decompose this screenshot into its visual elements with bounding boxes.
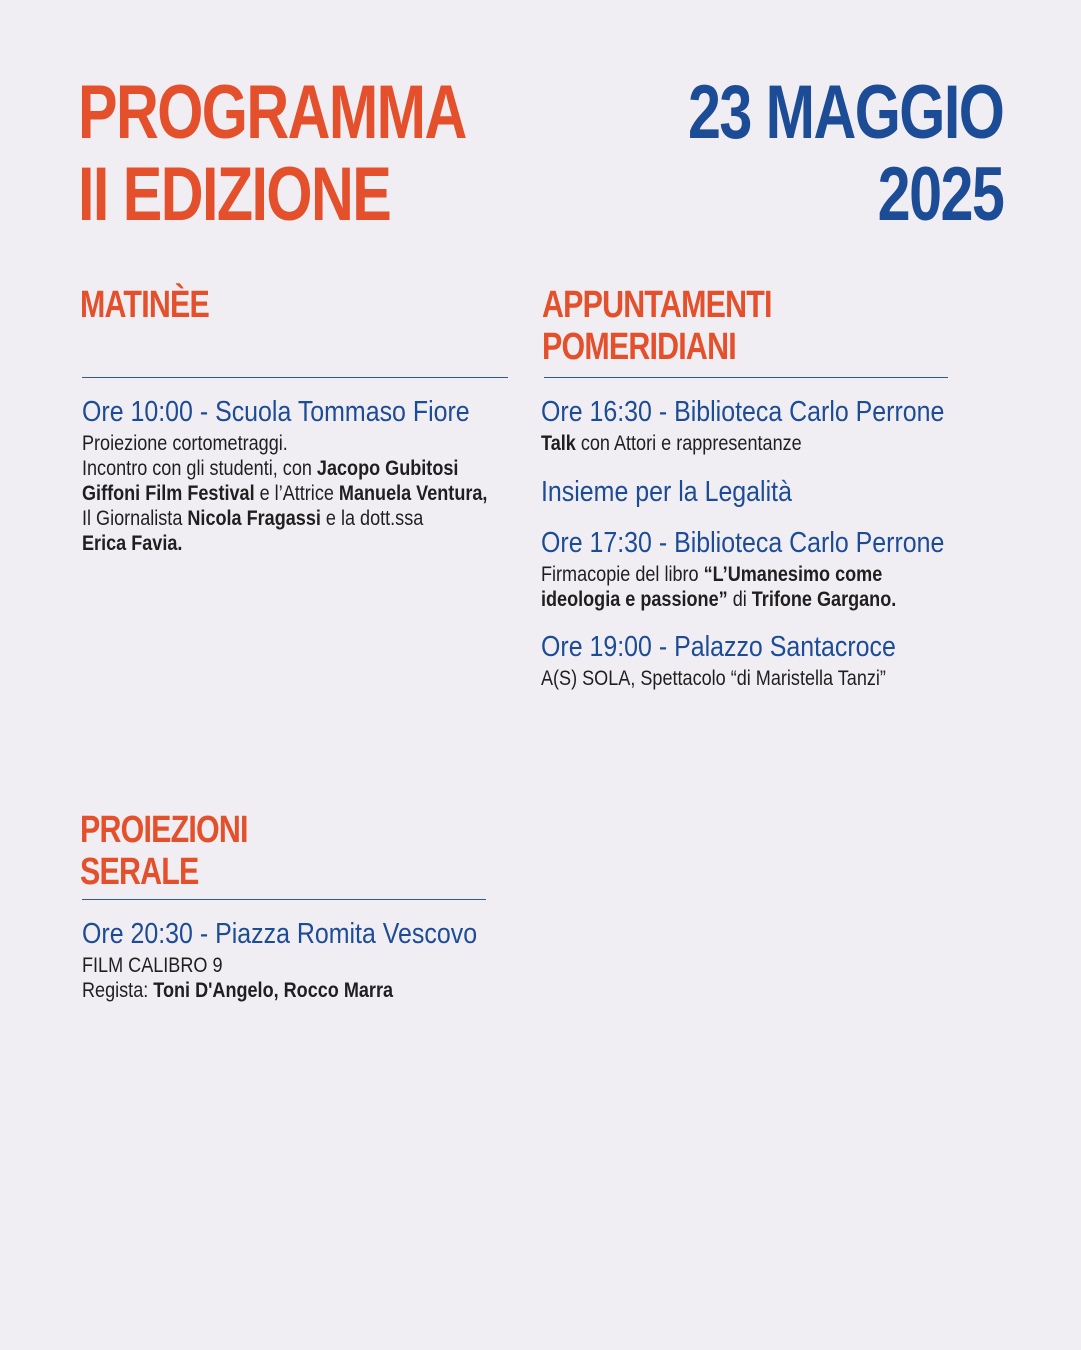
event-date <box>688 72 1003 236</box>
matinee-event <box>82 395 553 556</box>
serale-event-heading: Ore 20:30 - Piazza Romita Vescovo <box>82 918 478 950</box>
pomeridiani-event-2-text: Firmacopie del libro <box>541 563 704 586</box>
pomeridiani-event-1-line <box>541 431 944 456</box>
event-date-year: 2025 <box>877 152 1003 237</box>
matinee-guest-name: Jacopo Gubitosi <box>316 457 459 480</box>
serale-event-line <box>82 953 477 978</box>
matinee-event-text: e la dott.ssa <box>320 507 424 530</box>
director-label: Regista: <box>82 979 154 1002</box>
serale-section-title <box>80 809 248 893</box>
pomeridiani-section-title <box>542 284 772 368</box>
matinee-event-line <box>82 481 487 506</box>
serale-event <box>82 917 541 1003</box>
book-title: “L’Umanesimo come <box>703 563 883 586</box>
pomeridiani-event-2-line <box>541 587 944 612</box>
matinee-divider <box>82 377 508 378</box>
serale-divider <box>82 899 486 900</box>
program-title-line1: PROGRAMMA <box>78 70 466 155</box>
matinee-event-text: Il Giornalista <box>82 507 188 530</box>
pomeridiani-title-line1: APPUNTAMENTI <box>542 284 772 326</box>
matinee-title: MATINÈE <box>80 284 209 326</box>
pomeridiani-event-3-heading: Ore 19:00 - Palazzo Santacroce <box>541 631 896 663</box>
pomeridiani-event-1-text: con Attori e rappresentanze <box>575 432 802 455</box>
matinee-guest-name: Nicola Fragassi <box>187 507 321 530</box>
pomeridiani-event-2-text: di <box>727 588 752 611</box>
insieme-legalita-heading: Insieme per la Legalità <box>541 476 792 508</box>
book-title: ideologia e passione” <box>541 588 728 611</box>
pomeridiani-event-2-line <box>541 562 944 587</box>
matinee-guest-name: Erica Favia. <box>82 532 183 555</box>
program-title-line2: II EDIZIONE <box>78 152 391 237</box>
pomeridiani-event-3-line <box>541 666 896 691</box>
matinee-event-text: e l’Attrice <box>254 482 339 505</box>
matinee-event-line <box>82 456 487 481</box>
matinee-guest-name: Manuela Ventura, <box>338 482 488 505</box>
event-date-day-month: 23 MAGGIO <box>687 70 1003 155</box>
serale-title-line1: PROIEZIONI <box>80 809 248 851</box>
book-author: Trifone Gargano. <box>751 588 897 611</box>
serale-event-line <box>82 978 477 1003</box>
pomeridiani-event-2 <box>541 526 1010 612</box>
matinee-event-text: Incontro con gli studenti, con <box>82 457 317 480</box>
pomeridiani-divider <box>544 377 948 378</box>
pomeridiani-event-3-text: A(S) SOLA, Spettacolo “di Maristella Tanzi” <box>541 667 886 690</box>
pomeridiani-event-1 <box>541 395 1010 456</box>
pomeridiani-title-line2: POMERIDIANI <box>542 326 736 368</box>
serale-title-line2: SERALE <box>80 851 199 893</box>
matinee-event-line <box>82 431 487 456</box>
pomeridiani-event-1-heading: Ore 16:30 - Biblioteca Carlo Perrone <box>541 396 945 428</box>
matinee-guest-affiliation: Giffoni Film Festival <box>82 482 255 505</box>
talk-label: Talk <box>541 432 576 455</box>
program-title <box>78 72 466 236</box>
director-names: Toni D'Angelo, Rocco Marra <box>153 979 394 1002</box>
pomeridiani-event-3 <box>541 630 954 691</box>
matinee-event-line <box>82 531 487 556</box>
matinee-event-heading: Ore 10:00 - Scuola Tommaso Fiore <box>82 396 470 428</box>
matinee-event-line <box>82 506 487 531</box>
pomeridiani-event-2-heading: Ore 17:30 - Biblioteca Carlo Perrone <box>541 527 945 559</box>
matinee-event-text: Proiezione cortometraggi. <box>82 432 288 455</box>
film-title: FILM CALIBRO 9 <box>82 954 223 977</box>
matinee-section-title <box>80 284 209 326</box>
